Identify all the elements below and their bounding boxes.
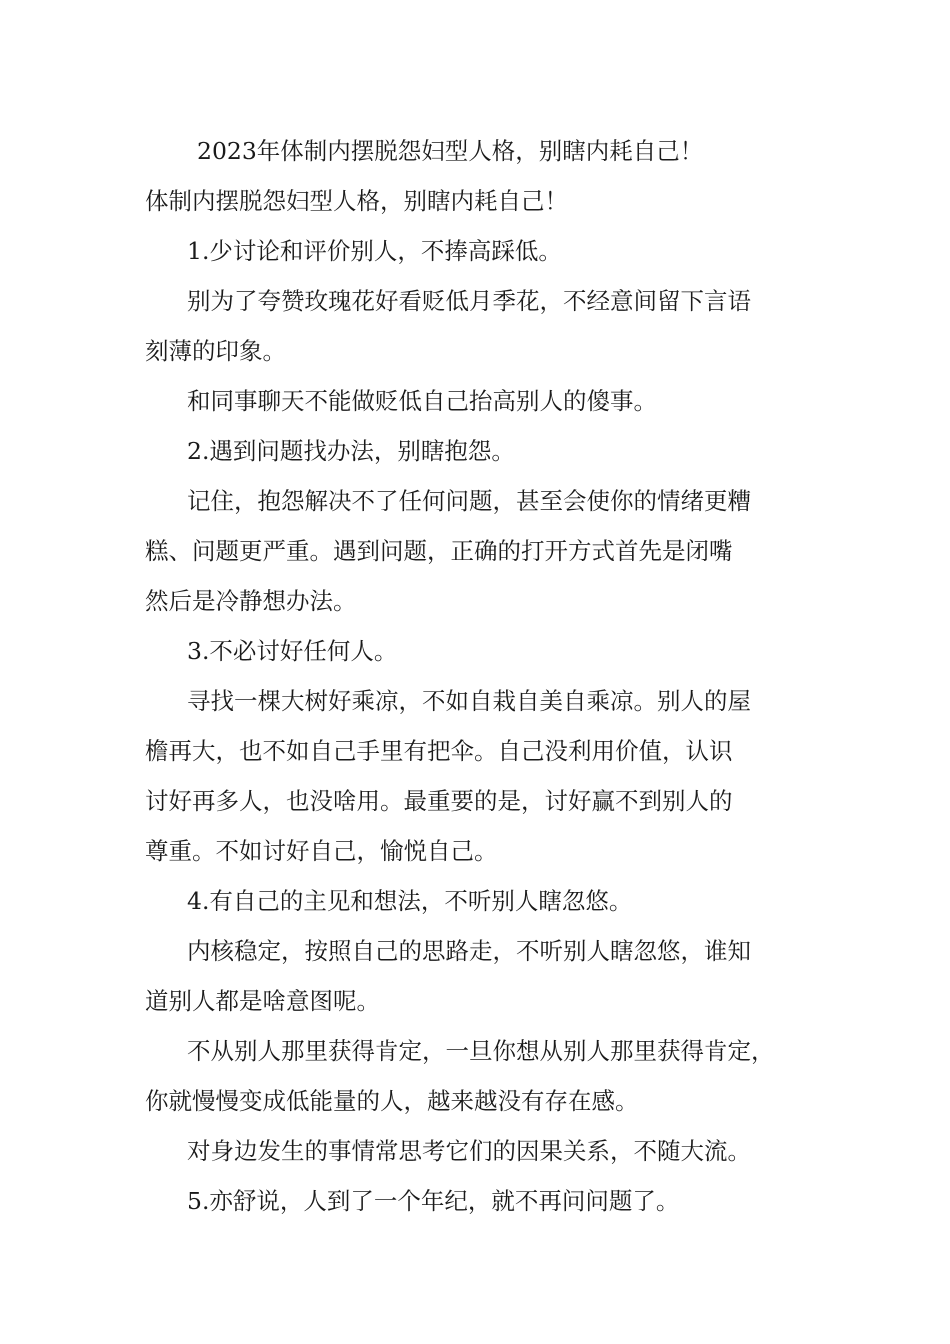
text-line: 你就慢慢变成低能量的人，越来越没有存在感。	[145, 1087, 639, 1115]
text-line: 寻找一棵大树好乘凉，不如自栽自美自乘凉。别人的屋	[187, 687, 751, 715]
text-line: 讨好再多人，也没啥用。最重要的是，讨好赢不到别人的	[145, 787, 733, 815]
section-heading-4: 4.有自己的主见和想法，不听别人瞎忽悠。	[187, 887, 633, 915]
text-line: 然后是冷静想办法。	[145, 587, 357, 615]
text-line: 糕、问题更严重。遇到问题，正确的打开方式首先是闭嘴	[145, 537, 733, 565]
section-heading-3: 3.不必讨好任何人。	[187, 637, 398, 665]
text-line: 对身边发生的事情常思考它们的因果关系，不随大流。	[187, 1137, 751, 1165]
document-title: 2023年体制内摆脱怨妇型人格，别瞎内耗自己！	[197, 137, 704, 165]
text-line: 不从别人那里获得肯定，一旦你想从别人那里获得肯定，	[187, 1037, 775, 1065]
text-line: 刻薄的印象。	[145, 337, 286, 365]
section-heading-5: 5.亦舒说，人到了一个年纪，就不再问问题了。	[187, 1187, 680, 1215]
document-body	[145, 126, 813, 1226]
text-line: 和同事聊天不能做贬低自己抬高别人的傻事。	[187, 387, 657, 415]
text-line: 檐再大，也不如自己手里有把伞。自己没利用价值，认识	[145, 737, 733, 765]
section-heading-2: 2.遇到问题找办法，别瞎抱怨。	[187, 437, 515, 465]
text-line: 尊重。不如讨好自己，愉悦自己。	[145, 837, 498, 865]
text-line: 记住，抱怨解决不了任何问题，甚至会使你的情绪更糟	[187, 487, 751, 515]
text-line: 体制内摆脱怨妇型人格，别瞎内耗自己！	[145, 187, 568, 215]
text-line: 别为了夸赞玫瑰花好看贬低月季花，不经意间留下言语	[187, 287, 751, 315]
text-line: 内核稳定，按照自己的思路走，不听别人瞎忽悠，谁知	[187, 937, 751, 965]
section-heading-1: 1.少讨论和评价别人，不捧高踩低。	[187, 237, 562, 265]
text-line: 道别人都是啥意图呢。	[145, 987, 380, 1015]
